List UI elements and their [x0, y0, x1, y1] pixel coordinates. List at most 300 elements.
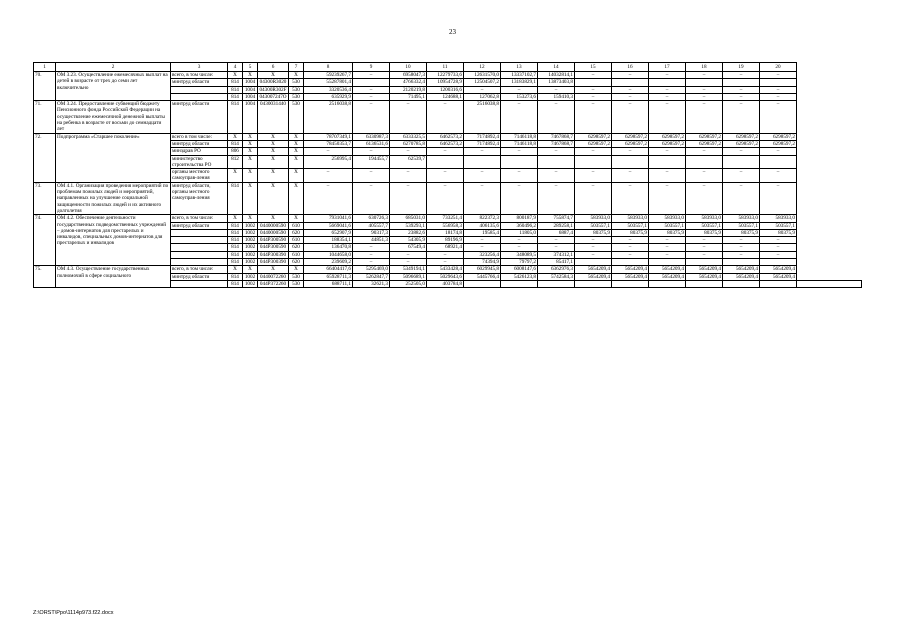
table-cell: Х: [243, 215, 258, 222]
table-cell: –: [575, 182, 612, 214]
table-cell: 10954728,9: [427, 79, 464, 86]
table-cell: Х: [243, 133, 258, 140]
table-cell: 12279733,6: [427, 72, 464, 79]
executor-cell: [171, 244, 228, 251]
table-cell: 814: [228, 222, 243, 229]
table-cell: 78450353,7: [304, 140, 353, 147]
table-cell: –: [390, 182, 427, 214]
table-cell: 7467868,7: [538, 140, 575, 147]
table-cell: –: [575, 101, 612, 133]
table-cell: 814: [228, 140, 243, 147]
table-cell: 1002: [243, 280, 258, 287]
table-cell: 12504507,2: [464, 79, 501, 86]
table-cell: [464, 280, 501, 287]
table-cell: –: [612, 169, 649, 183]
table-cell: 252505,0: [390, 280, 427, 287]
table-cell: –: [464, 169, 501, 183]
row-number-cell: 71.: [34, 101, 56, 133]
table-cell: 65928711,3: [304, 273, 353, 280]
table-cell: –: [686, 93, 723, 100]
table-cell: 6333325,5: [390, 133, 427, 140]
table-cell: 7174892,4: [464, 140, 501, 147]
table-cell: 5654209,4: [649, 266, 686, 273]
table-cell: [723, 259, 760, 266]
table-cell: Х: [228, 169, 243, 183]
table-cell: 685031,0: [390, 215, 427, 222]
table-cell: 6298597,2: [723, 133, 760, 140]
page-number: 23: [449, 28, 456, 36]
table-cell: [575, 259, 612, 266]
table-cell: –: [760, 244, 797, 251]
table-cell: 80375,9: [575, 229, 612, 236]
table-cell: 1200316,6: [427, 86, 464, 93]
row-number-cell: 73.: [34, 182, 56, 214]
table-cell: –: [538, 169, 575, 183]
table-cell: 530: [289, 273, 304, 280]
table-cell: [686, 155, 723, 169]
table-cell: 620: [289, 229, 304, 236]
table-cell: –: [501, 237, 538, 244]
table-cell: –: [723, 244, 760, 251]
table-cell: 13873403,8: [538, 79, 575, 86]
table-cell: 153273,6: [501, 93, 538, 100]
table-cell: –: [353, 101, 390, 133]
table-cell: 044P300390: [258, 251, 289, 258]
table-cell: 6298597,2: [760, 133, 797, 140]
table-cell: 85417,1: [538, 259, 575, 266]
table-cell: 5654209,4: [612, 266, 649, 273]
table-cell: 814: [228, 244, 243, 251]
table-cell: 74394,9: [464, 259, 501, 266]
table-cell: 62539,7: [390, 155, 427, 169]
executor-cell: минтруд области: [171, 101, 228, 133]
executor-cell: [171, 86, 228, 93]
table-cell: 23882,6: [390, 229, 427, 236]
table-cell: 5654209,4: [686, 266, 723, 273]
table-cell: 5654209,4: [686, 273, 723, 280]
table-cell: –: [760, 148, 797, 155]
table-cell: [723, 280, 760, 287]
table-cell: [353, 79, 390, 86]
table-cell: 5654209,4: [575, 266, 612, 273]
table-cell: 1002: [243, 222, 258, 229]
table-cell: –: [612, 72, 649, 79]
table-cell: 1004: [243, 93, 258, 100]
table-cell: 530: [289, 101, 304, 133]
table-cell: –: [760, 182, 797, 214]
table-cell: 5654209,4: [612, 273, 649, 280]
table-cell: –: [612, 101, 649, 133]
table-cell: 1002: [243, 229, 258, 236]
header-cell: 4: [228, 63, 243, 72]
table-cell: 6270785,8: [390, 140, 427, 147]
table-cell: Х: [243, 72, 258, 79]
table-cell: 814: [228, 259, 243, 266]
table-cell: –: [575, 93, 612, 100]
row-number-cell: 74.: [34, 215, 56, 266]
table-cell: –: [427, 251, 464, 258]
table-cell: 2120219,8: [390, 86, 427, 93]
table-cell: –: [686, 86, 723, 93]
table-cell: 7174892,4: [464, 133, 501, 140]
table-cell: –: [427, 101, 464, 133]
table-cell: –: [538, 101, 575, 133]
header-cell: 6: [258, 63, 289, 72]
table-cell: –: [649, 182, 686, 214]
table-cell: –: [464, 148, 501, 155]
table-cell: 812: [228, 155, 243, 169]
table-cell: Х: [289, 148, 304, 155]
budget-table: [33, 62, 862, 288]
table-cell: –: [686, 237, 723, 244]
table-cell: –: [501, 86, 538, 93]
table-cell: [575, 155, 612, 169]
table-cell: 503557,1: [760, 222, 797, 229]
table-cell: –: [723, 86, 760, 93]
table-cell: –: [612, 182, 649, 214]
table-cell: 256995,4: [304, 155, 353, 169]
table-cell: 403784,8: [427, 280, 464, 287]
table-cell: 7467868,7: [538, 133, 575, 140]
table-cell: 1004: [243, 86, 258, 93]
table-cell: [723, 155, 760, 169]
table-cell: 6029945,8: [464, 266, 501, 273]
table-cell: 348089,5: [501, 251, 538, 258]
table-cell: –: [575, 244, 612, 251]
table-cell: –: [390, 101, 427, 133]
table-cell: [686, 79, 723, 86]
table-cell: –: [760, 72, 797, 79]
table-cell: 406135,6: [464, 222, 501, 229]
executor-cell: [171, 93, 228, 100]
table-cell: 6298597,2: [723, 140, 760, 147]
table-cell: –: [686, 148, 723, 155]
table-cell: 620: [289, 259, 304, 266]
table-cell: 1002: [243, 259, 258, 266]
table-cell: 1002: [243, 244, 258, 251]
table-cell: –: [538, 86, 575, 93]
table-cell: 80375,9: [612, 229, 649, 236]
table-cell: 044P300590: [258, 244, 289, 251]
table-cell: 124688,1: [427, 93, 464, 100]
table-cell: –: [575, 169, 612, 183]
header-cell: 17: [649, 63, 686, 72]
table-cell: –: [353, 251, 390, 258]
table-cell: 136470,8: [304, 244, 353, 251]
table-cell: –: [353, 169, 390, 183]
header-cell: 18: [686, 63, 723, 72]
table-cell: –: [464, 237, 501, 244]
executor-cell: [171, 280, 228, 287]
table-cell: 127062,8: [464, 93, 501, 100]
table-cell: –: [723, 148, 760, 155]
header-cell: 1: [34, 63, 56, 72]
table-cell: 556958,3: [427, 222, 464, 229]
header-cell: 20: [760, 63, 797, 72]
table-cell: 5654209,4: [723, 273, 760, 280]
executor-cell: всего, в том числе:: [171, 215, 228, 222]
table-cell: –: [723, 93, 760, 100]
table-cell: 583933,0: [686, 215, 723, 222]
table-cell: 503557,1: [649, 222, 686, 229]
table-cell: –: [723, 72, 760, 79]
table-cell: –: [353, 244, 390, 251]
table-cell: –: [723, 251, 760, 258]
table-cell: 6298597,2: [649, 140, 686, 147]
header-cell: 15: [575, 63, 612, 72]
table-cell: 68921,4: [427, 244, 464, 251]
table-cell: 814: [228, 101, 243, 133]
table-cell: 6298597,2: [649, 133, 686, 140]
table-cell: Х: [289, 266, 304, 273]
table-cell: –: [575, 72, 612, 79]
table-cell: Х: [258, 266, 289, 273]
table-cell: –: [612, 93, 649, 100]
table-cell: 71495,1: [390, 93, 427, 100]
header-cell: 14: [538, 63, 575, 72]
table-cell: –: [390, 148, 427, 155]
table-cell: 814: [228, 86, 243, 93]
table-cell: 13183829,1: [501, 79, 538, 86]
table-cell: 5295469,0: [353, 266, 390, 273]
table-cell: 688711,1: [304, 280, 353, 287]
header-cell: 8: [304, 63, 353, 72]
table-cell: 13337102,7: [501, 72, 538, 79]
table-cell: Х: [258, 155, 289, 169]
table-cell: 583933,0: [649, 215, 686, 222]
table-cell: 1004: [243, 101, 258, 133]
table-cell: –: [575, 86, 612, 93]
header-cell: 16: [612, 63, 649, 72]
table-cell: 503557,1: [686, 222, 723, 229]
table-cell: 80375,9: [686, 229, 723, 236]
table-cell: 7931041,6: [304, 215, 353, 222]
table-cell: –: [575, 148, 612, 155]
header-cell: 12: [464, 63, 501, 72]
executor-cell: минтруд области, органы местного самоуправ-ления: [171, 182, 228, 214]
table-cell: Х: [258, 72, 289, 79]
table-cell: –: [686, 244, 723, 251]
row-number-cell: 72.: [34, 133, 56, 182]
table-cell: 11805,0: [501, 229, 538, 236]
table-cell: 1002: [243, 237, 258, 244]
header-cell: 2: [56, 63, 171, 72]
table-cell: Х: [243, 182, 258, 214]
table-cell: –: [427, 148, 464, 155]
table-cell: Х: [228, 215, 243, 222]
table-cell: Х: [289, 182, 304, 214]
header-cell: 13: [501, 63, 538, 72]
table-cell: 44851,3: [353, 237, 390, 244]
table-cell: –: [501, 182, 538, 214]
header-cell: 5: [243, 63, 258, 72]
table-cell: –: [353, 72, 390, 79]
table-cell: –: [760, 251, 797, 258]
table-cell: 5029643,6: [427, 273, 464, 280]
table-cell: 289258,1: [538, 222, 575, 229]
table-cell: 6298597,2: [686, 133, 723, 140]
table-cell: 0430031440: [258, 101, 289, 133]
table-cell: –: [723, 169, 760, 183]
table-cell: 539293,1: [390, 222, 427, 229]
table-cell: 7146118,8: [501, 140, 538, 147]
executor-cell: минтруд области: [171, 140, 228, 147]
table-cell: [538, 280, 575, 287]
executor-cell: всего, в том числе:: [171, 266, 228, 273]
table-cell: 0440000590: [258, 229, 289, 236]
executor-cell: [171, 229, 228, 236]
table-cell: –: [427, 169, 464, 183]
table-cell: 043007247O: [259, 93, 287, 100]
table-cell: 12631570,0: [464, 72, 501, 79]
table-cell: 814: [228, 229, 243, 236]
table-cell: 80375,9: [649, 229, 686, 236]
table-cell: 19585,4: [464, 229, 501, 236]
table-cell: Х: [243, 140, 258, 147]
measure-name-cell: Подпрограмма «Старшее поколение»: [56, 133, 171, 182]
table-cell: 14032814,1: [538, 72, 575, 79]
table-cell: –: [538, 237, 575, 244]
row-number-cell: 75.: [34, 266, 56, 288]
table-cell: 5096689,1: [390, 273, 427, 280]
table-cell: –: [304, 169, 353, 183]
executor-cell: минтруд области: [171, 222, 228, 229]
table-cell: –: [304, 148, 353, 155]
table-cell: Х: [243, 155, 258, 169]
table-cell: 583933,0: [612, 215, 649, 222]
table-cell: [612, 79, 649, 86]
executor-cell: всего в том числе:: [171, 133, 228, 140]
table-cell: 5654209,4: [575, 273, 612, 280]
table-cell: –: [390, 251, 427, 258]
table-cell: –: [760, 86, 797, 93]
table-cell: 530: [289, 86, 304, 93]
table-cell: 59239267,7: [304, 72, 353, 79]
table-cell: –: [427, 182, 464, 214]
table-cell: 6298597,2: [575, 140, 612, 147]
table-cell: 6462573,2: [427, 133, 464, 140]
table-cell: –: [575, 251, 612, 258]
table-cell: Х: [289, 169, 304, 183]
table-cell: 6958047,3: [390, 72, 427, 79]
table-cell: 044P300590: [258, 237, 289, 244]
table-cell: 66404417,6: [304, 266, 353, 273]
row-number-cell: 70.: [34, 72, 56, 101]
table-cell: 814: [228, 182, 243, 214]
table-cell: 04300R302F: [259, 86, 287, 93]
table-cell: 620: [289, 244, 304, 251]
header-cell: 19: [723, 63, 760, 72]
table-cell: 5445766,4: [464, 273, 501, 280]
executor-cell: минтруд области: [171, 79, 228, 86]
table-cell: 323256,4: [464, 251, 501, 258]
table-cell: 80375,9: [723, 229, 760, 236]
table-cell: –: [538, 148, 575, 155]
table-cell: –: [649, 72, 686, 79]
table-cell: 1002: [243, 273, 258, 280]
table-cell: [612, 155, 649, 169]
table-cell: –: [649, 93, 686, 100]
table-cell: –: [612, 148, 649, 155]
table-cell: –: [464, 182, 501, 214]
measure-name-cell: ОМ 4.2. Обеспечение деятельности государственных подведомственных учреждений – домов-интернатов для престарелых и инвалидов, специальных домов-интернатов для престарелых и инвалидов: [56, 215, 171, 266]
table-cell: Х: [258, 182, 289, 214]
table-cell: 4766332,4: [390, 79, 427, 86]
table-cell: [649, 280, 686, 287]
table-cell: [538, 155, 575, 169]
table-cell: 32621,3: [353, 280, 390, 287]
table-cell: Х: [289, 133, 304, 140]
table-cell: 374312,1: [538, 251, 575, 258]
header-cell: 7: [289, 63, 304, 72]
table-cell: Х: [243, 169, 258, 183]
table-cell: Х: [228, 72, 243, 79]
table-cell: 80375,9: [760, 229, 797, 236]
table-cell: –: [464, 86, 501, 93]
table-cell: –: [686, 101, 723, 133]
table-cell: Х: [258, 148, 289, 155]
table-row: [34, 101, 862, 133]
table-cell: 188354,1: [304, 237, 353, 244]
table-cell: –: [760, 169, 797, 183]
table-cell: –: [501, 101, 538, 133]
table-cell: 6298597,2: [612, 133, 649, 140]
table-cell: [575, 280, 612, 287]
table-cell: –: [501, 169, 538, 183]
table-cell: 6298597,2: [575, 133, 612, 140]
table-cell: 90317,3: [353, 229, 390, 236]
header-cell: 9: [353, 63, 390, 72]
table-cell: –: [723, 101, 760, 133]
table-cell: 04300R3020: [258, 79, 289, 86]
table-cell: [686, 280, 723, 287]
executor-cell: [171, 237, 228, 244]
executor-cell: всего, в том числе:: [171, 72, 228, 79]
table-cell: –: [353, 93, 390, 100]
table-cell: Х: [258, 169, 289, 183]
footer-file-path: Z:\ORST\Ppo\1114p973.f22.docx: [33, 610, 114, 616]
table-cell: 2516038,8: [464, 101, 501, 133]
table-cell: 78707349,1: [304, 133, 353, 140]
table-cell: 7146118,8: [501, 133, 538, 140]
table-cell: [427, 155, 464, 169]
table-cell: –: [353, 182, 390, 214]
table-cell: 814: [228, 273, 243, 280]
table-cell: 5654209,4: [760, 266, 797, 273]
table-cell: [797, 280, 862, 287]
table-cell: 67549,4: [390, 244, 427, 251]
table-cell: –: [686, 72, 723, 79]
table-cell: 583933,0: [575, 215, 612, 222]
table-cell: [612, 280, 649, 287]
table-cell: –: [649, 148, 686, 155]
table-cell: 159410,3: [538, 93, 575, 100]
table-cell: Х: [228, 133, 243, 140]
header-row: [34, 63, 862, 72]
table-cell: [464, 155, 501, 169]
table-cell: 6008147,6: [501, 266, 538, 273]
table-cell: –: [649, 237, 686, 244]
table-cell: 6298597,2: [760, 140, 797, 147]
table-cell: 5426123,8: [501, 273, 538, 280]
table-cell: 044P372260: [258, 280, 289, 287]
table-cell: 800187,9: [501, 215, 538, 222]
table-cell: 530: [289, 93, 304, 100]
table-cell: 0440000590: [258, 222, 289, 229]
table-cell: 822372,3: [464, 215, 501, 222]
table-cell: 6298597,2: [686, 140, 723, 147]
table-cell: 6887,4: [538, 229, 575, 236]
